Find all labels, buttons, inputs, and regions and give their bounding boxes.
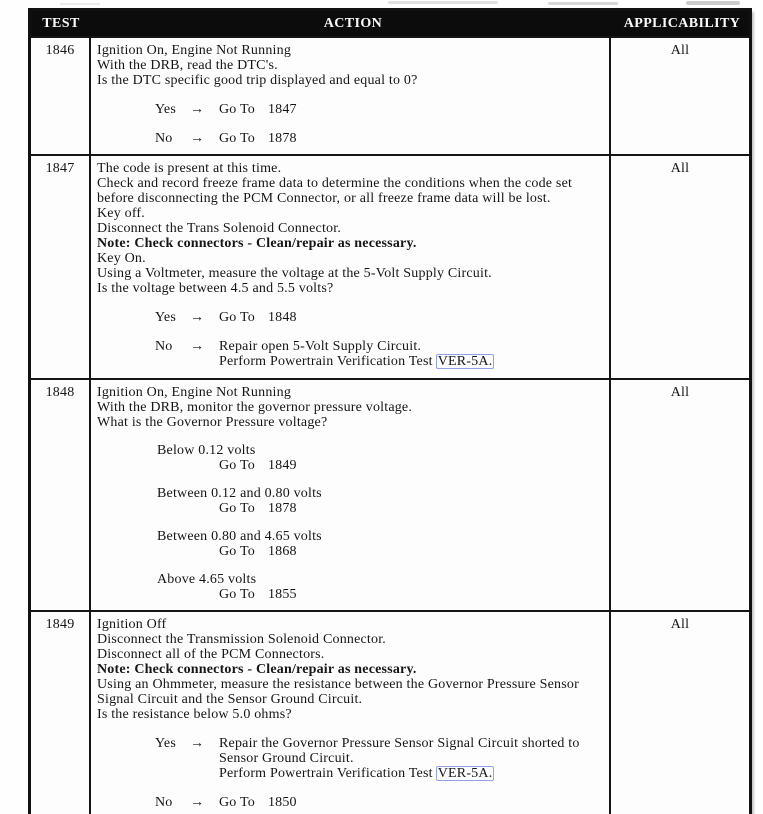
action-line: Disconnect all of the PCM Connectors. <box>97 647 325 662</box>
goto-target: 1868 <box>267 544 297 559</box>
choice-goto <box>219 501 603 516</box>
action-line: Key off. <box>97 206 145 221</box>
goto-word: Go To <box>219 131 255 146</box>
arrow-icon: → <box>190 795 205 810</box>
goto-target: 1850 <box>267 795 297 810</box>
answer-line: Repair open 5-Volt Supply Circuit. <box>219 339 422 354</box>
answer-text <box>219 339 603 369</box>
answer-label: No <box>155 795 173 810</box>
action-line: What is the Governor Pressure voltage? <box>97 415 328 430</box>
table-row <box>31 378 749 610</box>
answer-option <box>155 102 603 117</box>
choice-goto <box>219 458 603 473</box>
arrow-icon: → <box>190 736 205 751</box>
column-header-test: TEST <box>42 15 80 31</box>
table-row <box>31 154 749 378</box>
diagnostic-test-table <box>28 8 752 814</box>
action-cell <box>89 156 611 378</box>
action-line: With the DRB, read the DTC's. <box>97 58 278 73</box>
applicability-value: All <box>670 43 690 58</box>
answer-line <box>219 102 603 117</box>
answer-option <box>155 339 603 369</box>
action-line: Ignition On, Engine Not Running <box>97 385 292 400</box>
goto-word: Go To <box>219 587 255 602</box>
answer-option <box>155 736 603 781</box>
answer-text <box>219 310 603 325</box>
test-number: 1846 <box>45 43 75 58</box>
answer-line: Perform Powertrain Verification Test VER-5A. <box>219 354 493 369</box>
answer-option <box>155 310 603 325</box>
applicability-value: All <box>670 385 690 400</box>
voltage-choice <box>157 572 603 602</box>
answer-text <box>219 736 603 781</box>
answer-text <box>219 131 603 146</box>
applicability-value: All <box>670 617 690 632</box>
scan-artifact <box>548 2 618 5</box>
note-line: Note: Check connectors - Clean/repair as necessary. <box>97 662 417 677</box>
table-row <box>31 36 749 154</box>
action-line: Is the voltage between 4.5 and 5.5 volts? <box>97 281 334 296</box>
goto-target: 1848 <box>267 310 297 325</box>
table-body <box>31 36 749 814</box>
goto-target: 1878 <box>267 131 297 146</box>
test-number: 1849 <box>45 617 75 632</box>
answer-line: Perform Powertrain Verification Test VER-5A. <box>219 766 493 781</box>
choice-goto <box>219 587 603 602</box>
action-line: Disconnect the Trans Solenoid Connector. <box>97 221 342 236</box>
action-line: With the DRB, monitor the governor pressure voltage. <box>97 400 413 415</box>
goto-word: Go To <box>219 102 255 117</box>
goto-target: 1878 <box>267 501 297 516</box>
answer-text <box>219 795 603 810</box>
scan-artifact <box>388 1 498 4</box>
goto-word: Go To <box>219 501 255 516</box>
scan-artifact <box>60 3 100 5</box>
action-line: The code is present at this time. <box>97 161 282 176</box>
action-line: Key On. <box>97 251 146 266</box>
answer-label: Yes <box>155 102 176 117</box>
answer-label: Yes <box>155 736 176 751</box>
goto-word: Go To <box>219 458 255 473</box>
choice-goto <box>219 544 603 559</box>
answer-label: No <box>155 339 173 354</box>
table-row <box>31 610 749 814</box>
answer-line: Repair the Governor Pressure Sensor Signal Circuit shorted to Sensor Ground Circuit. <box>219 736 580 766</box>
goto-word: Go To <box>219 544 255 559</box>
applicability-value: All <box>670 161 690 176</box>
answer-text <box>219 102 603 117</box>
choice-condition: Between 0.80 and 4.65 volts <box>157 529 322 544</box>
note-line: Note: Check connectors - Clean/repair as necessary. <box>97 236 417 251</box>
action-line: Ignition Off <box>97 617 167 632</box>
table-header-row <box>31 11 749 36</box>
test-number: 1847 <box>45 161 75 176</box>
answer-option <box>155 131 603 146</box>
goto-target: 1855 <box>267 587 297 602</box>
scan-artifact <box>686 1 740 5</box>
answer-label: Yes <box>155 310 176 325</box>
voltage-choice <box>157 529 603 559</box>
goto-target: 1849 <box>267 458 297 473</box>
action-cell <box>89 38 611 154</box>
answer-option <box>155 795 603 810</box>
answer-line <box>219 131 603 146</box>
answer-line <box>219 795 603 810</box>
verification-test-link[interactable]: VER-5A. <box>437 354 493 369</box>
action-line: Is the resistance below 5.0 ohms? <box>97 707 292 722</box>
choice-condition: Above 4.65 volts <box>157 572 257 587</box>
choice-condition: Below 0.12 volts <box>157 443 256 458</box>
goto-word: Go To <box>219 795 255 810</box>
arrow-icon: → <box>190 131 205 146</box>
verification-test-link[interactable]: VER-5A. <box>437 766 493 781</box>
voltage-choice <box>157 486 603 516</box>
goto-word: Go To <box>219 310 255 325</box>
answer-label: No <box>155 131 173 146</box>
column-header-applicability: APPLICABILITY <box>623 15 741 31</box>
action-line: Ignition On, Engine Not Running <box>97 43 292 58</box>
action-line: Is the DTC specific good trip displayed and equal to 0? <box>97 73 418 88</box>
action-line: Using a Voltmeter, measure the voltage at the 5-Volt Supply Circuit. <box>97 266 492 281</box>
arrow-icon: → <box>190 310 205 325</box>
action-line: Disconnect the Transmission Solenoid Connector. <box>97 632 387 647</box>
arrow-icon: → <box>190 339 205 354</box>
choice-condition: Between 0.12 and 0.80 volts <box>157 486 322 501</box>
action-line: Using an Ohmmeter, measure the resistance between the Governor Pressure Sensor Signal Circuit and the Sensor Ground Circuit. <box>97 677 579 707</box>
test-number: 1848 <box>45 385 75 400</box>
action-cell <box>89 612 611 814</box>
column-header-action: ACTION <box>323 15 383 31</box>
goto-target: 1847 <box>267 102 297 117</box>
action-cell <box>89 380 611 610</box>
answer-line <box>219 310 603 325</box>
voltage-choice <box>157 443 603 473</box>
arrow-icon: → <box>190 102 205 117</box>
action-line: Check and record freeze frame data to determine the conditions when the code set before disconnecting the PCM Connector, or all freeze frame data will be lost. <box>97 176 573 206</box>
